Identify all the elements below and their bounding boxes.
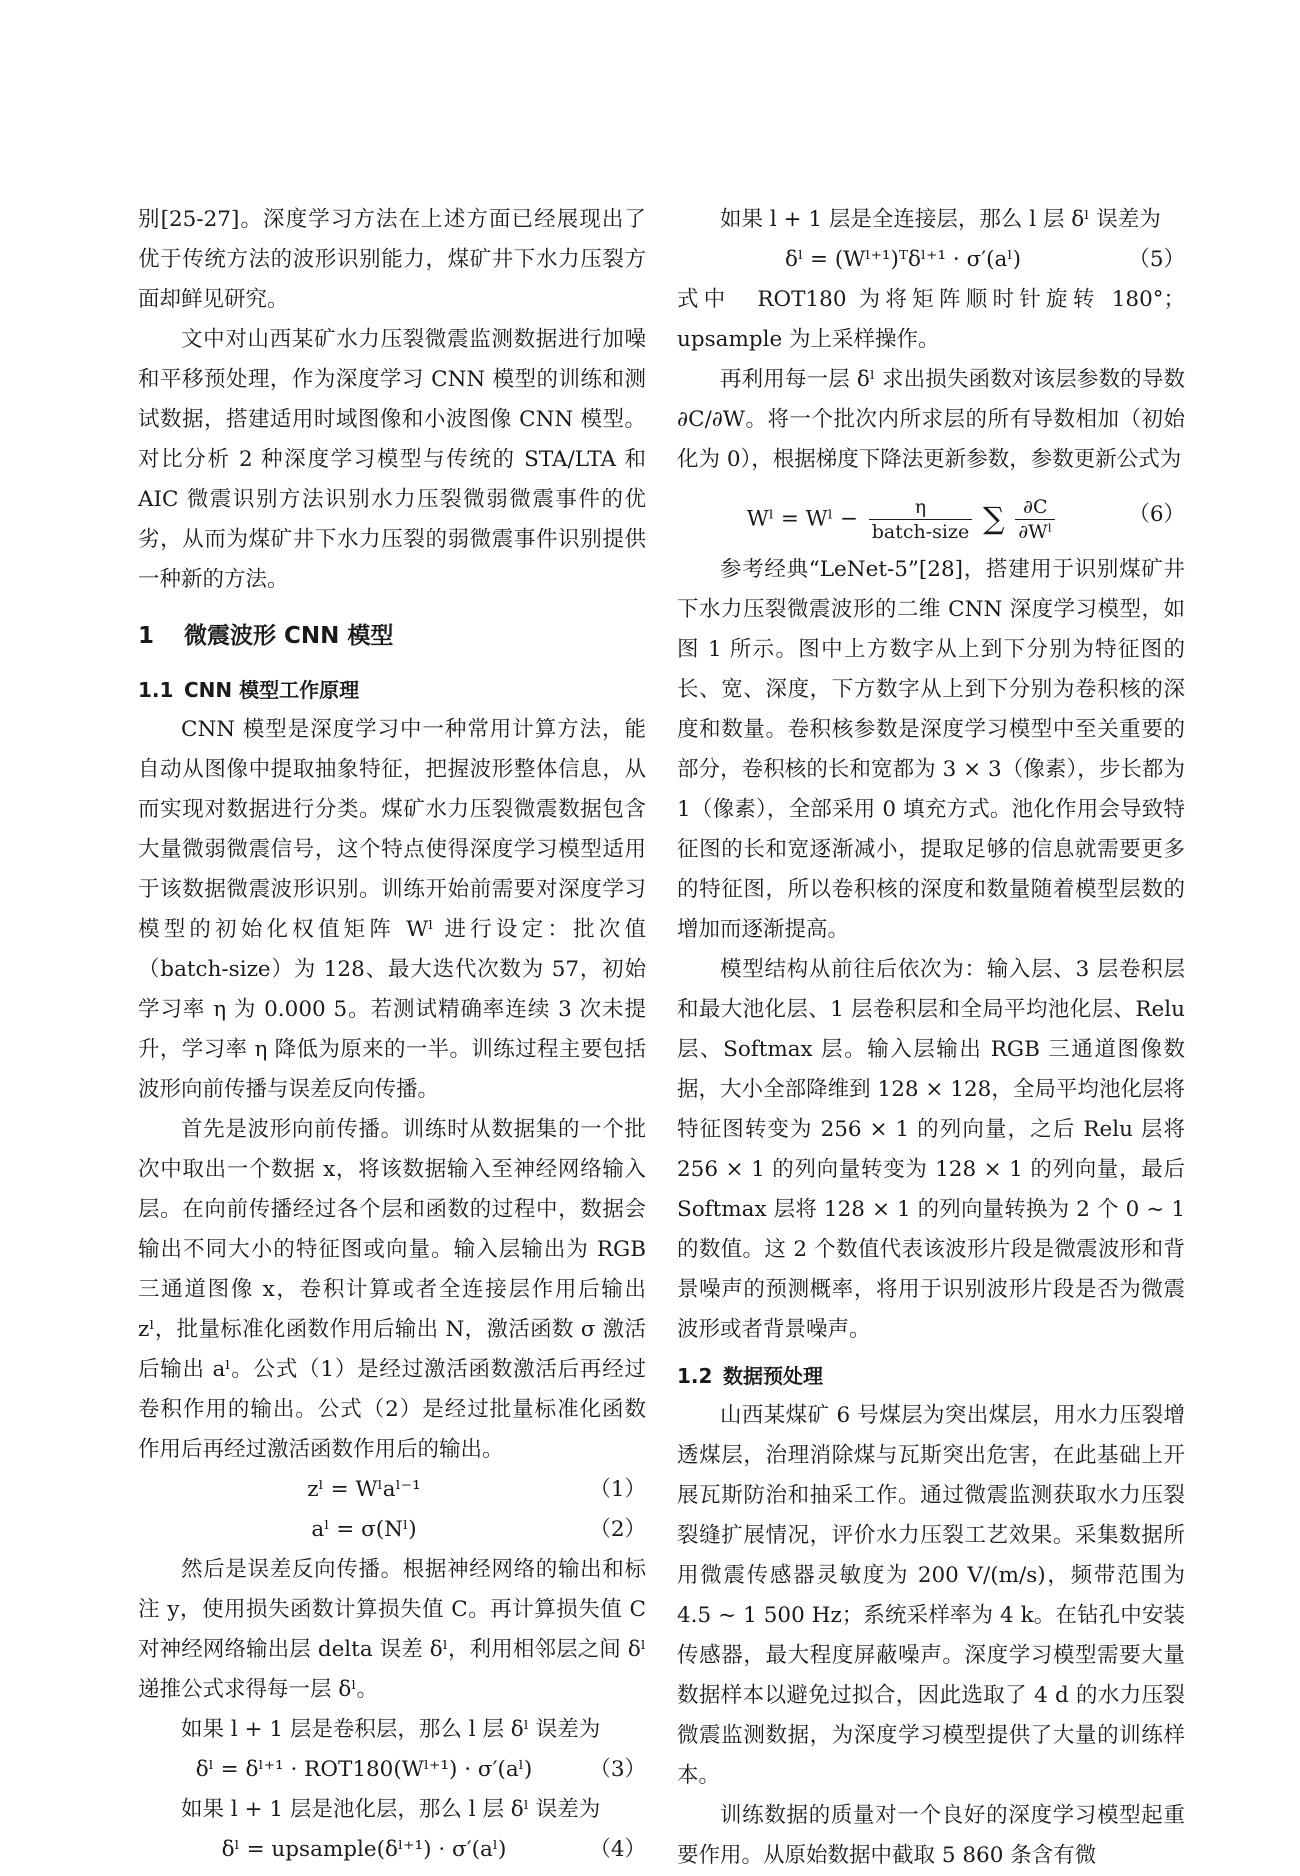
fraction-numerator: η	[869, 495, 973, 520]
subsection-title: 数据预处理	[723, 1364, 823, 1388]
equation-formula: δˡ = upsample(δˡ⁺¹) · σ′(aˡ)	[221, 1837, 507, 1862]
summation-symbol: ∑	[983, 501, 1005, 537]
subsection-heading	[677, 1356, 1185, 1396]
paragraph: 山西某煤矿 6 号煤层为突出煤层，用水力压裂增透煤层，治理消除煤与瓦斯突出危害，在此基础上开展瓦斯防治和抽采工作。通过微震监测获取水力压裂裂缝扩展情况，评价水力压裂工艺效果。采集数据所用微震传感器灵敏度为 200 V/(m/s)，频带范围为 4.5 ~ 1 500 Hz；系统采样率为 4 k。在钻孔中安装传感器，最大程度屏蔽噪声。深度学习模型需要大量数据样本以避免过拟合，因此选取了 4 d 的水力压裂微震监测数据，为深度学习模型提供了大量的训练样本。	[677, 1403, 1185, 1788]
paragraph: 式中 ROT180 为将矩阵顺时针旋转 180°；upsample 为上采样操作。	[677, 287, 1185, 352]
paragraph: 首先是波形向前传播。训练时从数据集的一个批次中取出一个数据 x，将该数据输入至神经网络输入层。在向前传播经过各个层和函数的过程中，数据会输出不同大小的特征图或向量。输入层输出为 RGB 三通道图像 x，卷积计算或者全连接层作用后输出 zˡ，批量标准化函数作用后输出 N，激活函数 σ 激活后输出 aˡ。公式（1）是经过激活函数激活后再经过卷积作用的输出。公式（2）是经过批量标准化函数作用后再经过激活函数作用后的输出。	[138, 1117, 646, 1462]
fraction-denominator: batch-size	[871, 521, 970, 543]
paragraph: 模型结构从前往后依次为：输入层、3 层卷积层和最大池化层、1 层卷积层和全局平均池化层、Relu 层、Softmax 层。输入层输出 RGB 三通道图像数据，大小全部降维到 128 × 128，全局平均池化层将特征图转变为 256 × 1 的列向量，之后 Relu 层将 256 × 1 的列向量转变为 128 × 1 的列向量，最后 Softmax 层将 128 × 1 的列向量转换为 2 个 0 ~ 1 的数值。这 2 个数值代表该波形片段是微震波形和背景噪声的预测概率，将用于识别波形片段是否为微震波形或者背景噪声。	[677, 957, 1185, 1342]
equation-3	[138, 1750, 646, 1790]
subsection-number: 1.1	[138, 678, 174, 702]
equation-formula: δˡ = δˡ⁺¹ · ROT180(Wˡ⁺¹) · σ′(aˡ)	[195, 1757, 533, 1782]
subsection-number: 1.2	[677, 1364, 713, 1388]
paragraph: 别[25-27]。深度学习方法在上述方面已经展现出了优于传统方法的波形识别能力，煤矿井下水力压裂方面却鲜见研究。	[138, 207, 646, 312]
fraction-learning-rate	[869, 495, 973, 544]
section-number: 1	[138, 623, 155, 649]
fraction-denominator: ∂Wˡ	[1018, 521, 1053, 543]
equation-formula	[677, 495, 1129, 544]
subsection-title: CNN 模型工作原理	[184, 678, 360, 702]
paragraph: CNN 模型是深度学习中一种常用计算方法，能自动从图像中提取抽象特征，把握波形整体信息，从而实现对数据进行分类。煤矿水力压裂微震数据包含大量微弱微震信号，这个特点使得深度学习模型适用于该数据微震波形识别。训练开始前需要对深度学习模型的初始化权值矩阵 Wˡ 进行设定：批次值（batch-size）为 128、最大迭代次数为 57，初始学习率 η 为 0.000 5。若测试精确率连续 3 次未提升，学习率 η 降低为原来的一半。训练过程主要包括波形向前传播与误差反向传播。	[138, 717, 646, 1102]
paragraph: 如果 l + 1 层是全连接层，那么 l 层 δˡ 误差为	[720, 207, 1161, 232]
subsection-heading	[138, 670, 646, 710]
paragraph: 参考经典“LeNet-5”[28]，搭建用于识别煤矿井下水力压裂微震波形的二维 CNN 深度学习模型，如图 1 所示。图中上方数字从上到下分别为特征图的长、宽、深度，下方数字从上到下分别为卷积核的深度和数量。卷积核参数是深度学习模型中至关重要的部分，卷积核的长和宽都为 3 × 3（像素），步长都为 1（像素），全部采用 0 填充方式。池化作用会导致特征图的长和宽逐渐减小，提取足够的信息就需要更多的特征图，所以卷积核的深度和数量随着模型层数的增加而逐渐提高。	[677, 557, 1185, 942]
equation-number: （1）	[589, 1477, 646, 1502]
equation-number: （3）	[589, 1757, 646, 1782]
equation-1	[138, 1470, 646, 1510]
paragraph: 如果 l + 1 层是池化层，那么 l 层 δˡ 误差为	[181, 1797, 601, 1822]
equation-2	[138, 1510, 646, 1550]
section-heading	[138, 616, 646, 656]
equation-5	[677, 240, 1185, 280]
equation-formula: aˡ = σ(Nˡ)	[311, 1517, 417, 1542]
section-title: 微震波形 CNN 模型	[184, 623, 394, 649]
fraction-gradient	[1015, 495, 1055, 544]
left-column	[138, 200, 646, 1870]
equation-number: （6）	[1128, 502, 1185, 527]
fraction-numerator: ∂C	[1015, 495, 1055, 520]
paragraph: 训练数据的质量对一个良好的深度学习模型起重要作用。从原始数据中截取 5 860 条含有微	[677, 1803, 1185, 1868]
equation-4	[138, 1830, 646, 1870]
equation-number: （5）	[1128, 247, 1185, 272]
paragraph: 如果 l + 1 层是卷积层，那么 l 层 δˡ 误差为	[181, 1717, 601, 1742]
equation-number: （2）	[589, 1517, 646, 1542]
equation-formula: δˡ = (Wˡ⁺¹)ᵀδˡ⁺¹ · σ′(aˡ)	[785, 247, 1021, 272]
equation-formula: zˡ = Wˡaˡ⁻¹	[307, 1477, 421, 1502]
paragraph: 然后是误差反向传播。根据神经网络的输出和标注 y，使用损失函数计算损失值 C。再计算损失值 C 对神经网络输出层 delta 误差 δˡ，利用相邻层之间 δˡ 递推公式求得每一层 δˡ。	[138, 1557, 646, 1702]
paragraph: 再利用每一层 δˡ 求出损失函数对该层参数的导数 ∂C/∂W。将一个批次内所求层的所有导数相加（初始化为 0），根据梯度下降法更新参数，参数更新公式为	[677, 367, 1185, 472]
equation-lhs: Wˡ = Wˡ −	[746, 506, 858, 532]
right-column	[677, 200, 1185, 1876]
equation-6	[677, 480, 1185, 550]
equation-number: （4）	[589, 1837, 646, 1862]
paragraph: 文中对山西某矿水力压裂微震监测数据进行加噪和平移预处理，作为深度学习 CNN 模型的训练和测试数据，搭建适用时域图像和小波图像 CNN 模型。对比分析 2 种深度学习模型与传统的 STA/LTA 和 AIC 微震识别方法识别水力压裂微弱微震事件的优劣，从而为煤矿井下水力压裂的弱微震事件识别提供一种新的方法。	[138, 327, 646, 592]
